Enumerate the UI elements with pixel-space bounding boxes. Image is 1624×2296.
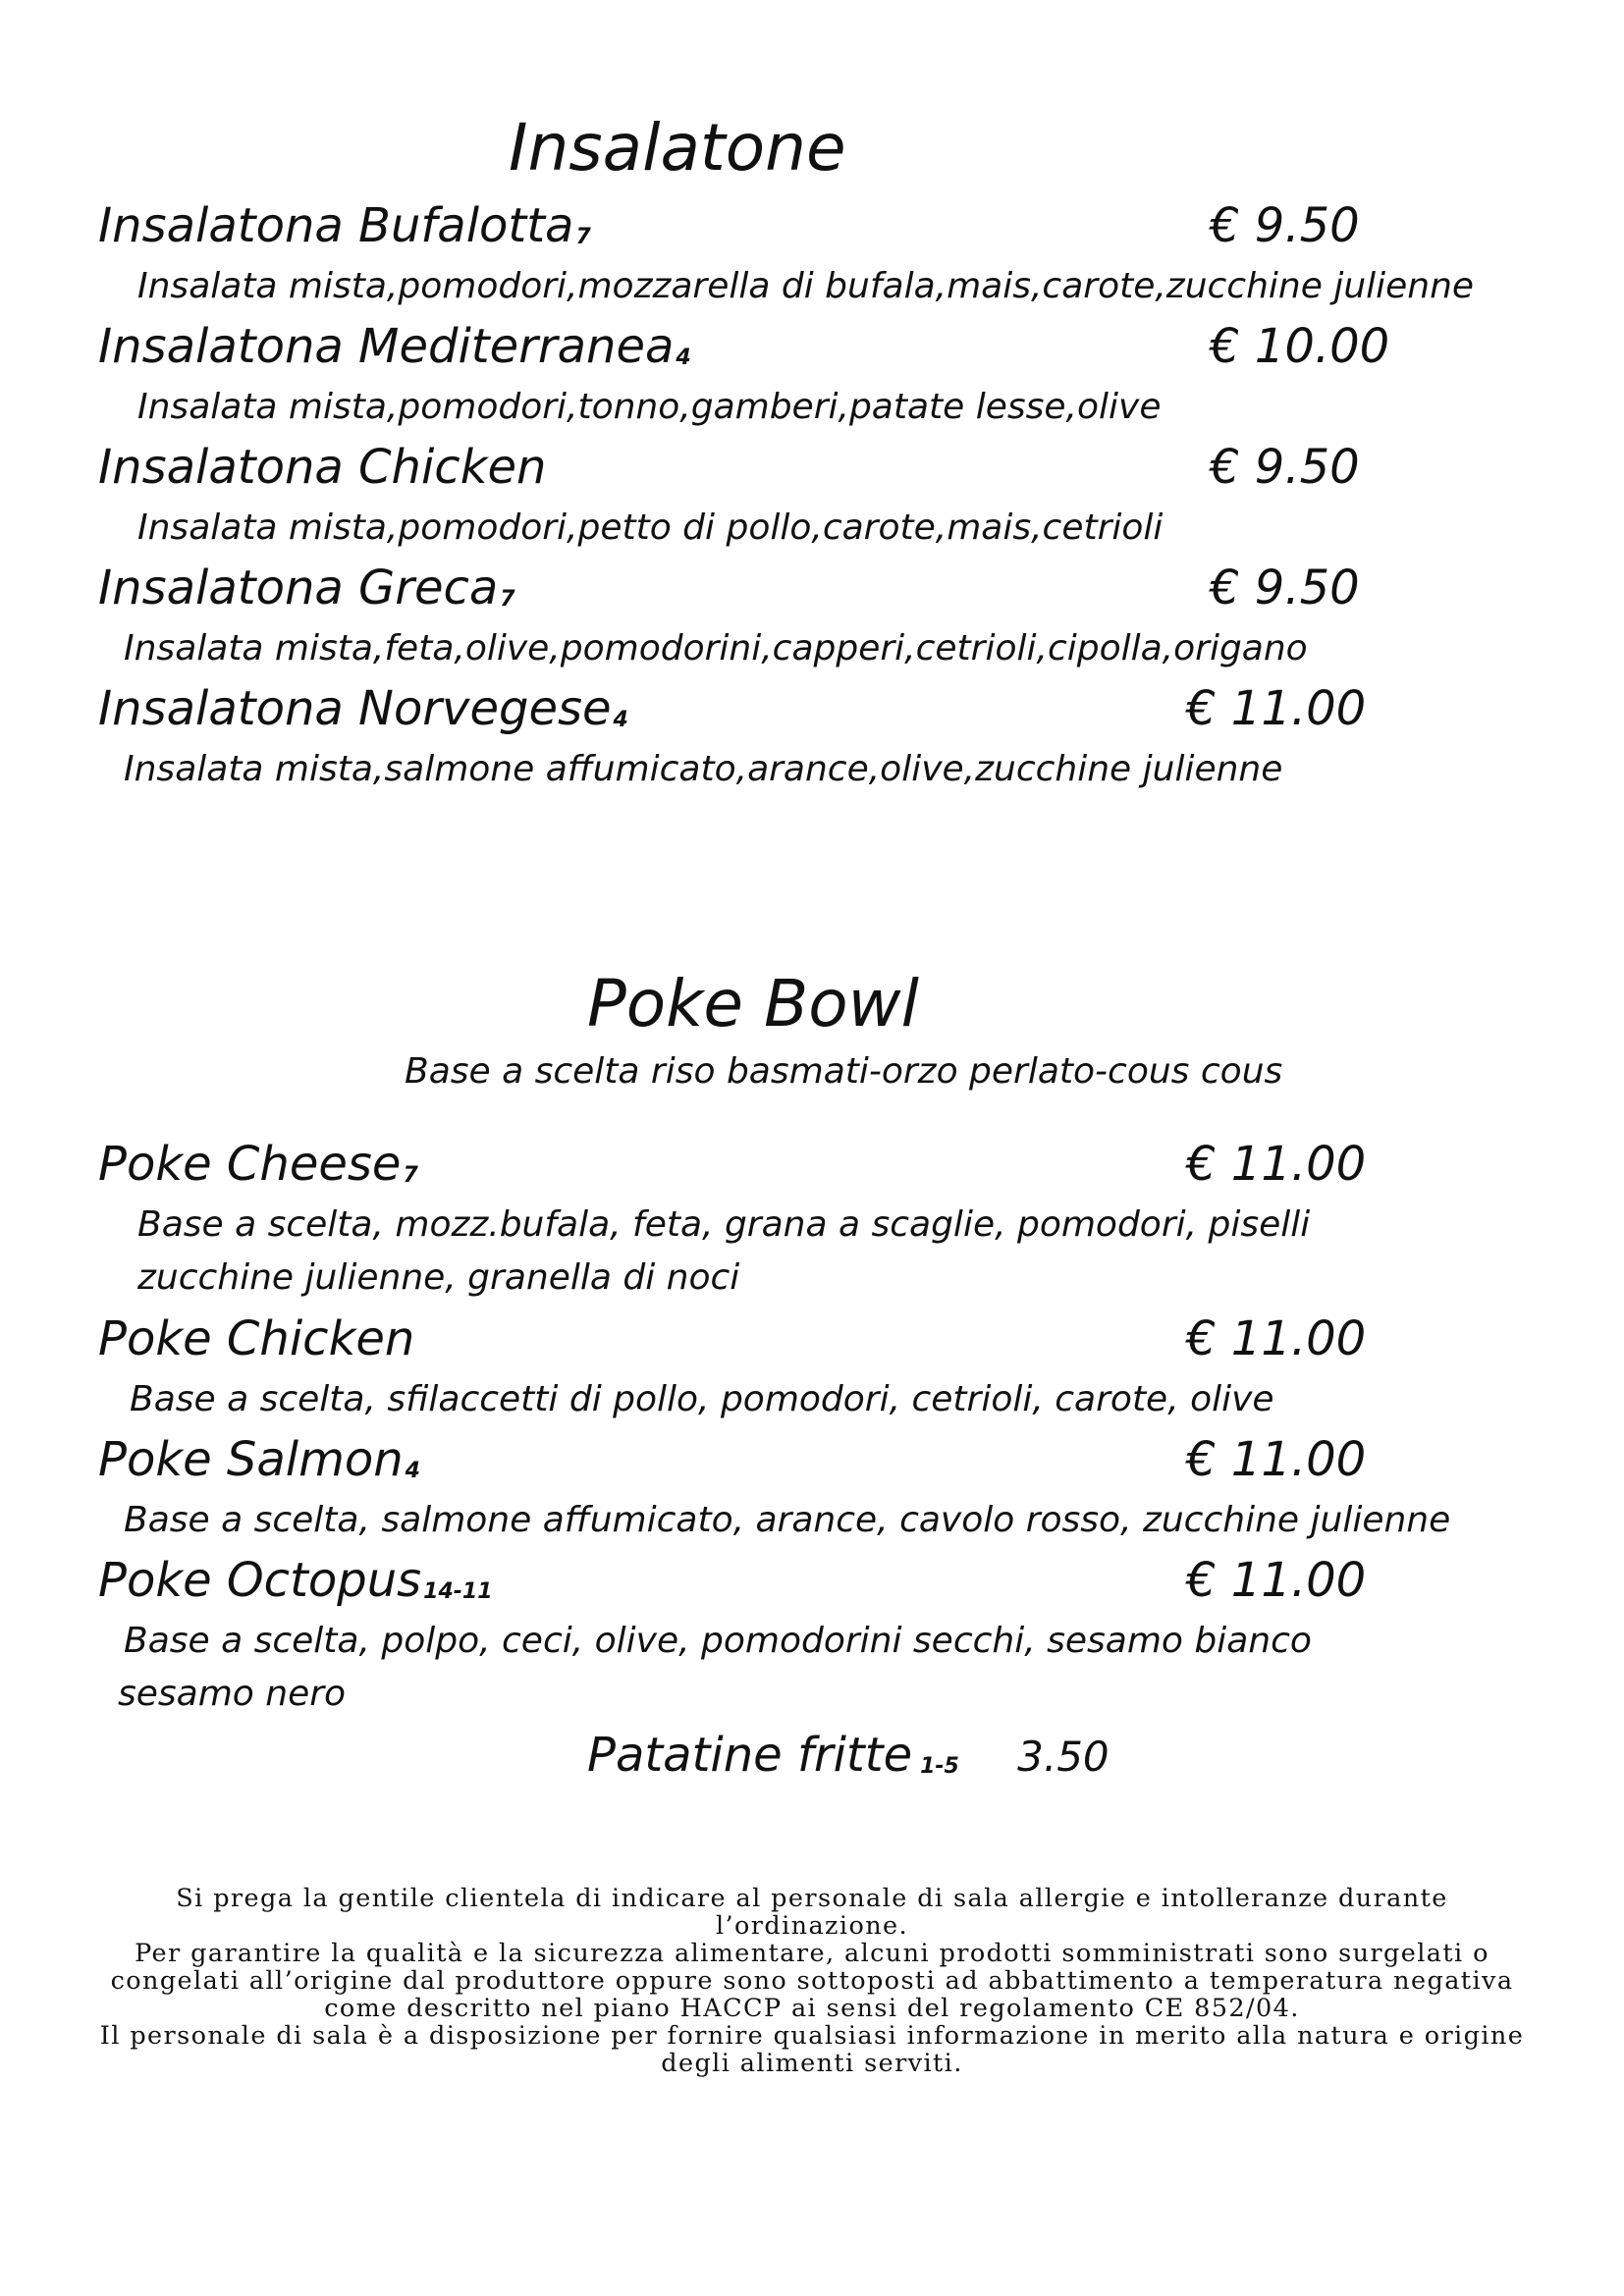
menu-item-price: € 11.00 [1186,1137,1367,1192]
allergen-code: 7 [500,587,515,612]
menu-item-name: Insalatona Greca$_7$ [98,561,515,615]
menu-item-name: Insalatona Bufalotta$_7$ [98,198,591,253]
section-subtitle: Base a scelta riso basmati-orzo perlato-cous cous [405,1051,1283,1092]
allergen-code: 4 [676,346,691,370]
menu-item-description: zucchine julienne, granella di noci [137,1257,740,1298]
menu-item-price: € 9.50 [1210,561,1360,615]
menu-item-name: Poke Octopus$_{14-11}$ [98,1553,493,1608]
allergen-code: 1-5 [920,1754,959,1779]
menu-item-description: Insalata mista,pomodori,tonno,gamberi,patate lesse,olive [137,387,1162,427]
menu-item-description: Insalata mista,feta,olive,pomodorini,capperi,cetrioli,cipolla,origano [124,628,1308,668]
fries-price: 3.50 [1017,1733,1110,1781]
section-title-insalatone: Insalatone [509,110,846,186]
menu-item-price: € 10.00 [1210,319,1390,374]
allergen-code: 7 [403,1163,418,1188]
menu-item-description: Insalata mista,pomodori,mozzarella di bufala,mais,carote,zucchine julienne [137,266,1475,306]
menu-item-description: Insalata mista,salmone affumicato,arance,olive,zucchine julienne [124,749,1283,789]
menu-item-price: € 11.00 [1186,1553,1367,1608]
menu-item-description: Base a scelta, salmone affumicato, arance, cavolo rosso, zucchine julienne [124,1500,1451,1540]
section-title-poke-bowl: Poke Bowl [587,966,919,1041]
menu-item-name: Poke Cheese$_7$ [98,1137,418,1192]
allergy-notice [79,1885,1545,2077]
fries-item [587,1728,1110,1783]
menu-item-price: € 11.00 [1186,1432,1367,1487]
allergen-code: 4 [613,708,628,732]
menu-item-description: Base a scelta, mozz.bufala, feta, grana a scaglie, pomodori, piselli [137,1204,1311,1245]
notice-line: Per garantire la qualità e la sicurezza alimentare, alcuni prodotti somministrati sono surgelati o [135,1939,1489,1968]
menu-item-name: Insalatona Mediterranea$_4$ [98,319,691,374]
notice-line: congelati all’origine dal produttore oppure sono sottoposti ad abbattimento a temperatura negativa [110,1966,1514,1996]
menu-item-price: € 11.00 [1186,1311,1367,1366]
notice-line: come descritto nel piano HACCP ai sensi del regolamento CE 852/04. [324,1994,1300,2023]
menu-item-price: € 11.00 [1186,681,1367,736]
notice-line: l’ordinazione. [715,1911,909,1941]
menu-item-name: Poke Chicken [98,1311,415,1366]
menu-item-description: sesamo nero [118,1674,347,1714]
notice-line: Il personale di sala è a disposizione per fornire qualsiasi informazione in merito alla natura e origine [99,2021,1525,2051]
notice-line: degli alimenti serviti. [661,2049,963,2078]
menu-item-description: Base a scelta, sfilaccetti di pollo, pomodori, cetrioli, carote, olive [130,1379,1274,1419]
notice-line: Si prega la gentile clientela di indicare al personale di sala allergie e intolleranze durante [176,1884,1448,1913]
menu-item-name: Insalatona Norvegese$_4$ [98,681,628,736]
allergen-code: 7 [575,225,591,249]
menu-item-name: Poke Salmon$_4$ [98,1432,420,1487]
menu-item-description: Base a scelta, polpo, ceci, olive, pomodorini secchi, sesamo bianco [124,1621,1312,1661]
menu-item-name: Insalatona Chicken [98,440,547,495]
menu-item-description: Insalata mista,pomodori,petto di pollo,carote,mais,cetrioli [137,507,1164,548]
allergen-code: 14-11 [423,1579,493,1604]
allergen-code: 4 [405,1459,420,1483]
menu-item-price: € 9.50 [1210,440,1360,495]
menu-item-price: € 9.50 [1210,198,1360,253]
fries-name: Patatine fritte [587,1728,913,1783]
